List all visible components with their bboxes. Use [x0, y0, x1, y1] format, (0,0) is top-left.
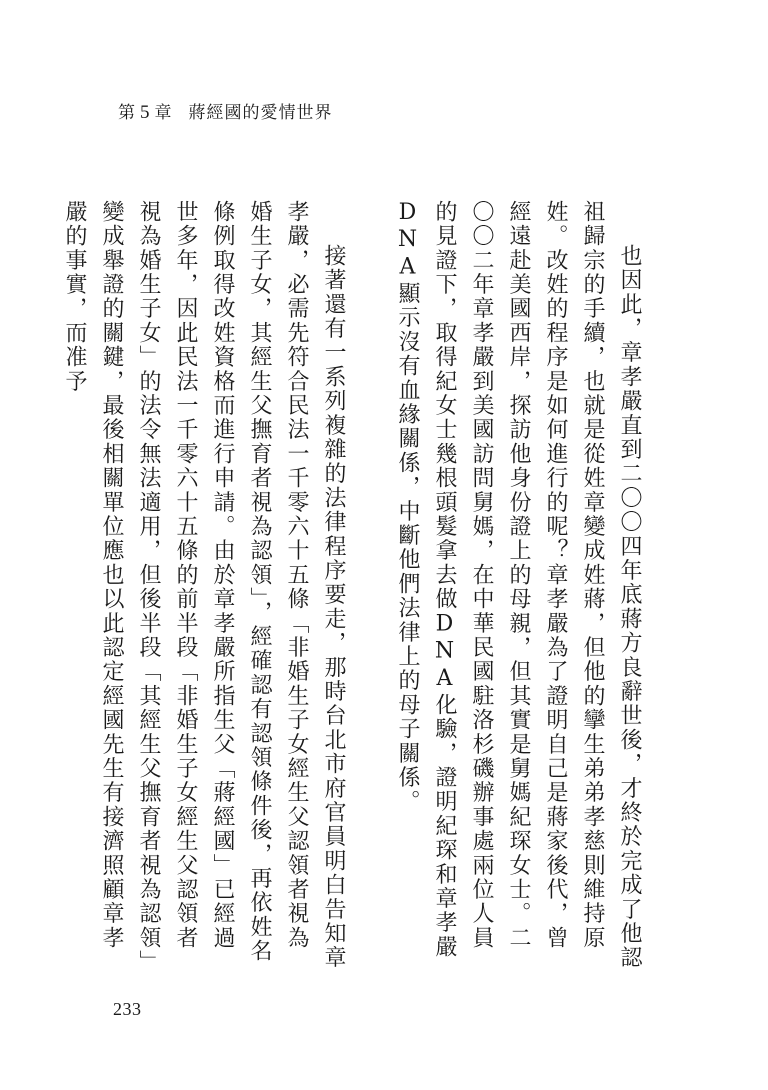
running-header: [118, 98, 333, 122]
body-text: [62, 200, 648, 970]
chapter-suffix: 章: [154, 103, 173, 123]
chapter-title: 蔣經國的愛情世界: [188, 103, 333, 123]
chapter-number: 5: [140, 102, 151, 123]
chapter-prefix: 第: [118, 103, 136, 123]
paragraph-2: 接著還有一系列複雜的法律程序要走，那時台北市府官員明白告知章孝嚴，必需先符合民法一千零六十五條「非婚生子女經生父認領者視為婚生子女，其經生父撫育者視為認領」，經確認有認領條件後，再依姓名條例取得改姓資格而進行申請。由於章孝嚴所指生父「蔣經國」已經過世多年，因此民法一千零六十五條的前半段「非婚生子女經生父認領者視為婚生子女」的法令無法適用，但後半段「其經生父撫育者視為認領」變成舉證的關鍵，最後相關單位應也以此認定經國先生有接濟照顧章孝嚴的事實，而准予: [62, 200, 346, 970]
chapter-label: [118, 98, 173, 124]
page-number: 233: [113, 999, 142, 1019]
paragraph-1: 也因此，章孝嚴直到二〇〇四年底蔣方良辭世後，才終於完成了他認祖歸宗的手續，也就是從姓章變成姓蔣，但他的攣生弟弟孝慈則維持原姓。改姓的程序是如何進行的呢？章孝嚴為了證明自己是蔣家後代，曾經遠赴美國西岸，探訪他身份證上的母親，但其實是舅媽紀琛女士。二〇〇二年章孝嚴到美國訪問舅媽，在中華民國駐洛杉磯辦事處兩位人員的見證下，取得紀女士幾根頭髮拿去做DNA化驗，證明紀琛和章孝嚴DNA顯示沒有血緣關係，中斷他們法律上的母子關係。: [395, 200, 642, 970]
